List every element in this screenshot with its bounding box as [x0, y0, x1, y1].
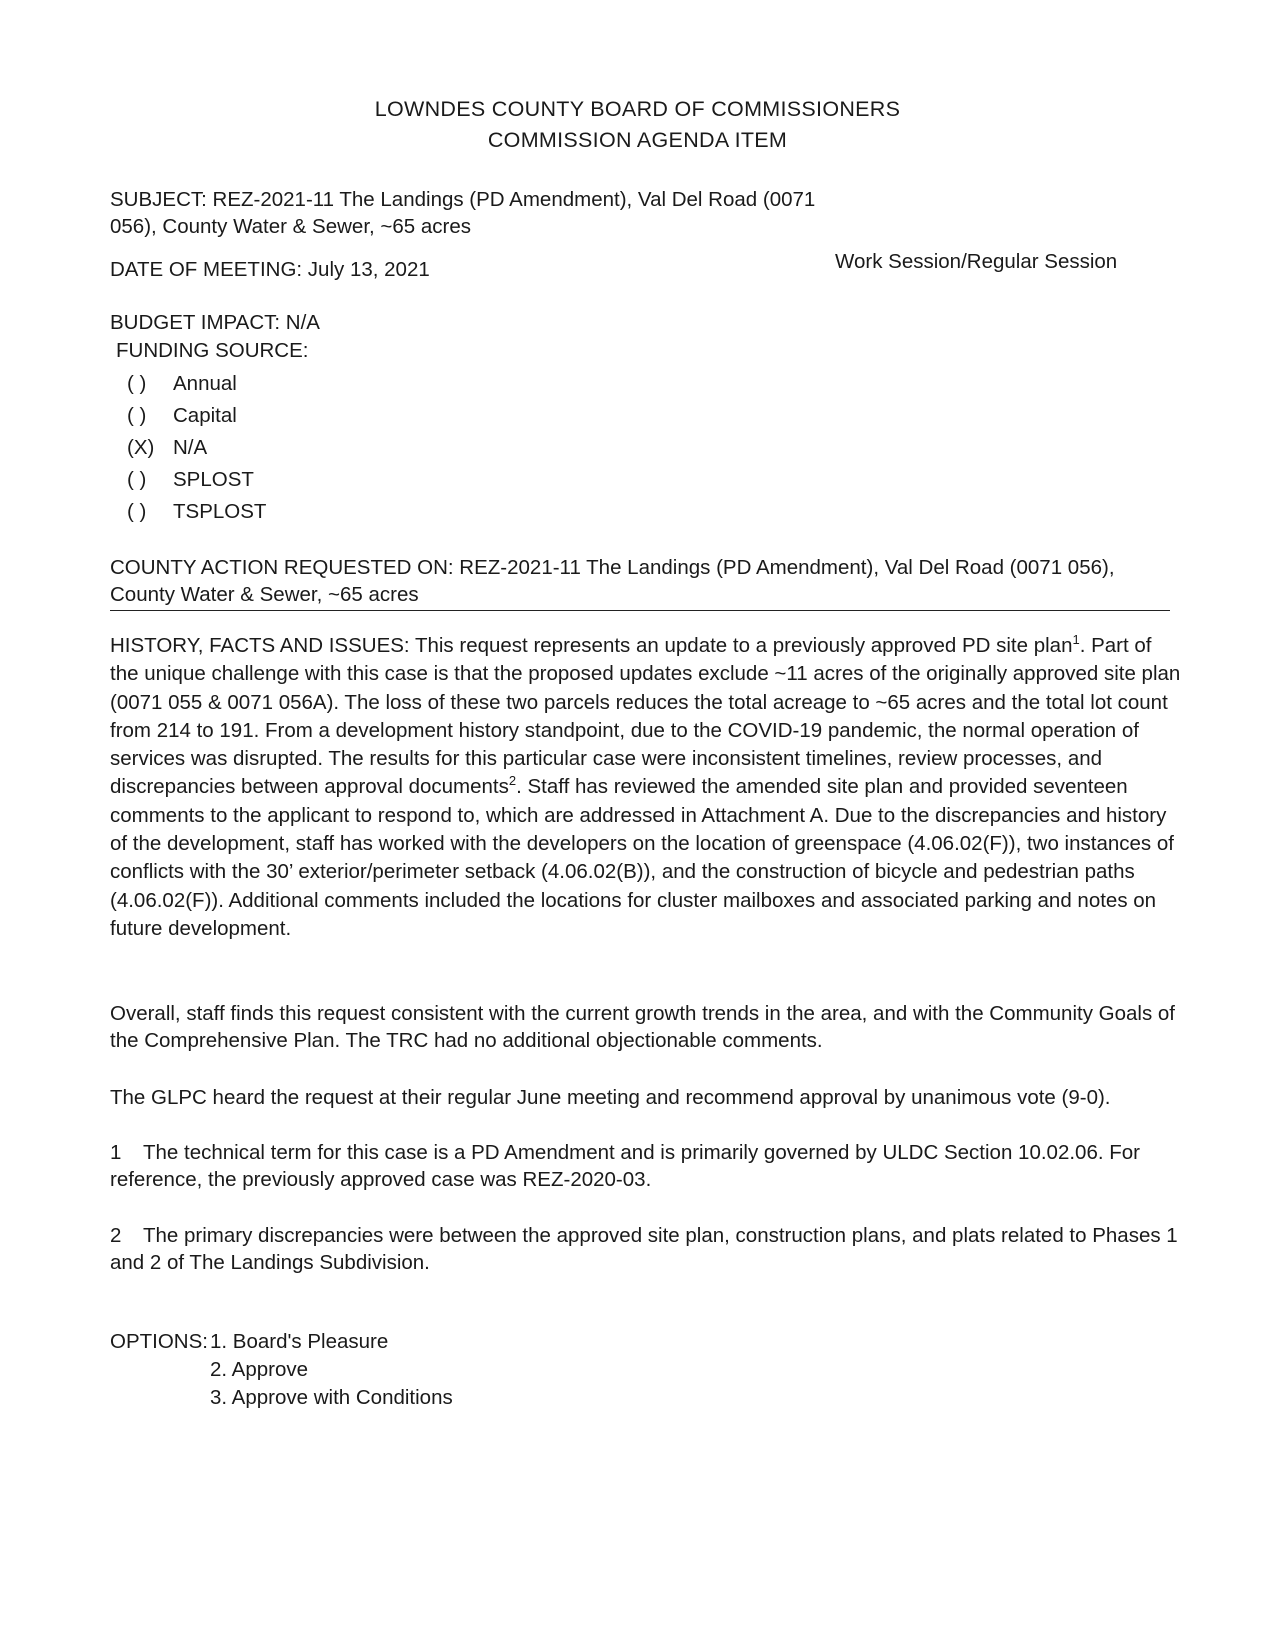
funding-checkbox: ( ) [127, 468, 147, 491]
footnote-text: The technical term for this case is a PD Amendment and is primarily governed by ULDC Section 10.02.06. For reference, the previously approved case was REZ-2020-03. [110, 1141, 1140, 1191]
overall-paragraph: Overall, staff finds this request consistent with the current growth trends in the area, and with the Community Goals of the Comprehensive Plan. The TRC had no additional objectionable comments. [110, 1002, 1175, 1052]
document-subtitle: COMMISSION AGENDA ITEM [487, 128, 788, 152]
subject-line-1: SUBJECT: REZ-2021-11 The Landings (PD Amendment), Val Del Road (0071 [110, 188, 816, 211]
option-item: 3. Approve with Conditions [210, 1386, 453, 1409]
section-divider [110, 610, 1170, 611]
funding-source-label: FUNDING SOURCE: [116, 339, 309, 362]
funding-option-label: Annual [173, 372, 237, 395]
funding-option-tsplost [127, 498, 266, 525]
action-requested-line-2: County Water & Sewer, ~65 acres [110, 583, 419, 606]
footnote-number: 2 [110, 1224, 122, 1247]
subject-line-2: 056), County Water & Sewer, ~65 acres [110, 215, 472, 238]
funding-option-capital [127, 402, 237, 429]
funding-option-label: SPLOST [173, 468, 254, 491]
budget-impact: BUDGET IMPACT: N/A [110, 311, 320, 334]
option-item: 2. Approve [210, 1358, 309, 1381]
funding-checkbox: (X) [127, 436, 155, 459]
session-type: Work Session/Regular Session [835, 250, 1118, 273]
funding-checkbox: ( ) [127, 372, 147, 395]
history-facts-issues: HISTORY, FACTS AND ISSUES: This request represents an update to a previously approved PD site plan$^1$. Part of the unique challenge with this case is that the proposed updates exclude ~11 acres of the originally approved site plan (0071 055 & 0071 056A). The loss of these two parcels reduces the total acreage to ~65 acres and the total lot count from 214 to 191. From a development history standpoint, due to the COVID-19 pandemic, the normal operation of services was disrupted. The results for this particular case were inconsistent timelines, review processes, and discrepancies between approval documents$^2$. Staff has reviewed the amended site plan and provided seventeen comments to the applicant to respond to, which are addressed in Attachment A. Due to the discrepancies and history of the development, staff has worked with the developers on the location of greenspace (4.06.02(F)), two instances of conflicts with the 30’ exterior/perimeter setback (4.06.02(B)), and the construction of bicycle and pedestrian paths (4.06.02(F)). Additional comments included the locations for cluster mailboxes and associated parking and notes on future development. [110, 632, 1181, 940]
funding-option-label: Capital [173, 404, 237, 427]
funding-option-annual [127, 370, 237, 397]
footnote-text: The primary discrepancies were between the approved site plan, construction plans, and plats related to Phases 1 and 2 of The Landings Subdivision. [110, 1224, 1178, 1274]
funding-option-label: TSPLOST [173, 500, 267, 523]
footnote-ref-2: 2 [508, 773, 517, 789]
footnote-number: 1 [110, 1141, 122, 1164]
document-title: LOWNDES COUNTY BOARD OF COMMISSIONERS [374, 97, 901, 121]
glpc-paragraph: The GLPC heard the request at their regular June meeting and recommend approval by unanimous vote (9-0). [110, 1086, 1111, 1109]
funding-option-na [127, 434, 207, 461]
footnote-1 [110, 1139, 1185, 1193]
options-label: OPTIONS: [110, 1330, 208, 1353]
meeting-date: DATE OF MEETING: July 13, 2021 [110, 258, 430, 281]
option-item: 1. Board's Pleasure [210, 1330, 389, 1353]
footnote-2 [110, 1222, 1185, 1276]
funding-checkbox: ( ) [127, 500, 147, 523]
funding-checkbox: ( ) [127, 404, 147, 427]
footnote-ref-1: 1 [1072, 632, 1080, 648]
funding-option-label: N/A [173, 436, 208, 459]
action-requested-line-1: COUNTY ACTION REQUESTED ON: REZ-2021-11 The Landings (PD Amendment), Val Del Road (0071 056), [110, 556, 1115, 579]
funding-option-splost [127, 466, 254, 493]
